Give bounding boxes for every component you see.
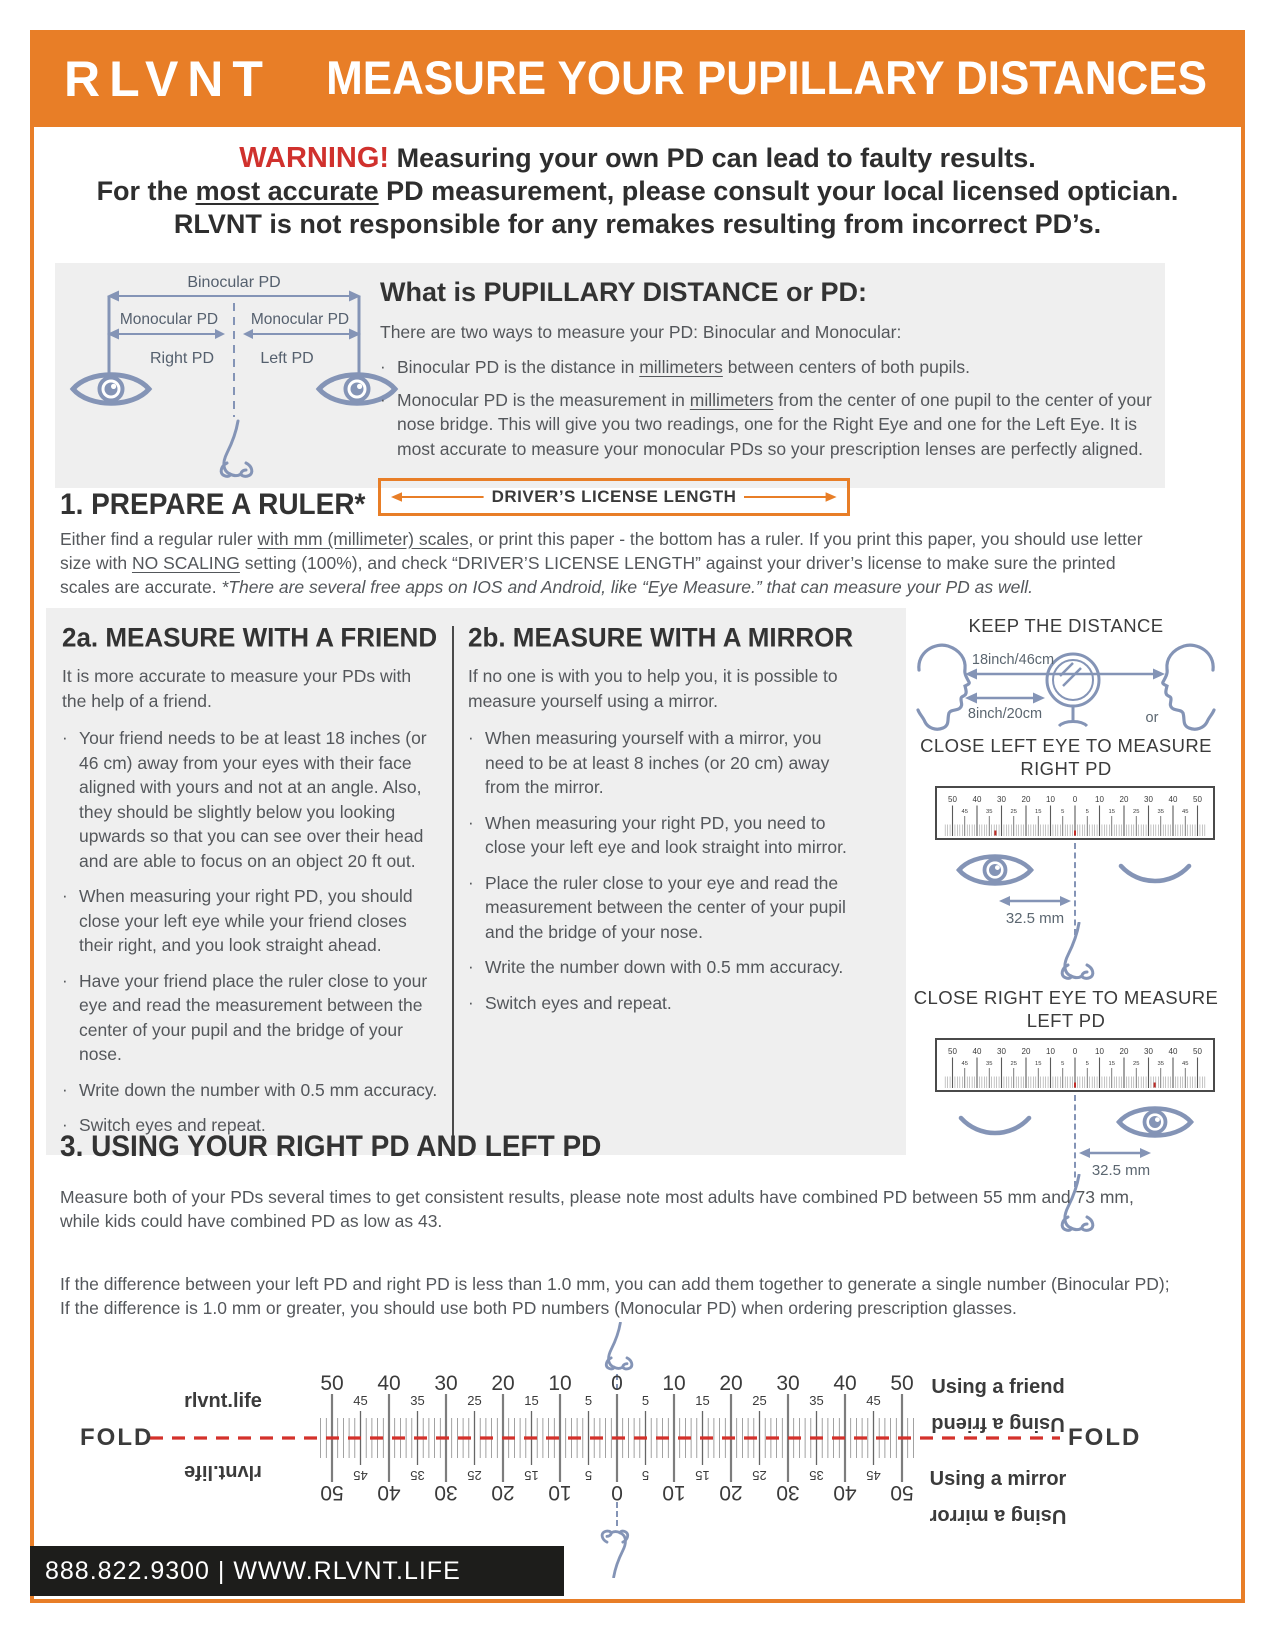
svg-text:0: 0 [1072,795,1078,804]
svg-text:45: 45 [961,809,968,815]
svg-text:5: 5 [641,1468,650,1483]
step2a-bullet: · Write down the number with 0.5 mm accuracy. [62,1079,438,1100]
distance-8in-label: 8inch/20cm [967,706,1043,722]
svg-text:25: 25 [1133,1061,1140,1067]
svg-text:15: 15 [1108,1061,1115,1067]
nose-icon [221,421,252,476]
svg-text:10: 10 [662,1481,686,1504]
svg-text:40: 40 [972,795,982,804]
svg-text:10: 10 [1046,1047,1055,1056]
step2a-heading: 2a. MEASURE WITH A FRIEND [62,622,438,653]
step2b-intro: If no one is with you to help you, it is possible to measure yourself using a mirror. [468,666,838,711]
svg-text:30: 30 [776,1481,800,1504]
warning-label: WARNING! [239,142,390,174]
center-dash-line [616,1502,618,1526]
svg-text:35: 35 [410,1393,425,1408]
svg-text:30: 30 [997,795,1006,804]
svg-text:35: 35 [809,1468,824,1483]
svg-text:20: 20 [491,1481,515,1504]
close-right-eye-heading: CLOSE RIGHT EYE TO MEASURE LEFT PD [913,987,1219,1031]
svg-text:0: 0 [611,1481,623,1504]
svg-text:35: 35 [809,1393,824,1408]
svg-text:20: 20 [719,1372,743,1395]
svg-text:25: 25 [467,1468,482,1483]
svg-text:30: 30 [1144,1047,1153,1056]
svg-text:15: 15 [1108,809,1115,815]
svg-text:40: 40 [1168,795,1178,804]
svg-text:40: 40 [377,1481,401,1504]
svg-text:5: 5 [1061,809,1065,815]
page-title: MEASURE YOUR PUPILLARY DISTANCES [326,51,1207,105]
printable-ruler-area [0,1320,1275,1582]
using-friend-label: Using a friend [931,1376,1065,1398]
step2a-bullet: · Switch eyes and repeat. [62,1115,266,1135]
monocular-pd-label-right: Monocular PD [250,311,350,328]
svg-text:30: 30 [434,1372,458,1395]
svg-text:30: 30 [434,1481,458,1504]
svg-text:40: 40 [972,1047,982,1056]
svg-text:10: 10 [1046,795,1055,804]
measure-methods-section [46,608,906,1155]
step2b-bullet: · When measuring yourself with a mirror, you need to be at least 8 inches (or 20 cm) away from the mirror. [468,728,830,797]
nose-icon-flipped [597,1528,637,1578]
svg-text:15: 15 [1035,1061,1042,1067]
step2b-heading: 2b. MEASURE WITH A MIRROR [468,622,854,653]
left-pd-label: Left PD [260,350,314,367]
step2b-bullet: · Switch eyes and repeat. [468,992,672,1013]
what-is-bullet-monocular: · Monocular PD is the measurement in millimeters from the center of one pupil to the center of your nose bridge. This will give you two readings, one for the Right Eye and one for the Left Eye. It is most accurate to measure your monocular PDs so your prescription lenses are perfectly aligned. [380,390,1152,459]
mirror-icon [1047,654,1099,726]
step2a-bullet: · Have your friend place the ruler close to your eye and read the measurement between the center of your pupil and the bridge of your nose. [62,970,428,1064]
step3-paragraph-1: Measure both of your PDs several times to get consistent results, please note most adults have combined PD between 55 mm and 73 mm, while kids could have combined PD as low as 43. [60,1187,1134,1232]
warning-line-2: For the most accurate PD measurement, please consult your local licensed optician. [96,176,1179,206]
svg-text:15: 15 [1035,809,1042,815]
svg-text:10: 10 [548,1481,572,1504]
svg-text:45: 45 [866,1468,881,1483]
svg-text:20: 20 [719,1481,743,1504]
arrow-left-icon [391,490,484,504]
svg-text:50: 50 [1193,795,1202,804]
svg-text:5: 5 [1061,1061,1065,1067]
svg-text:30: 30 [997,1047,1006,1056]
monocular-pd-label-left: Monocular PD [119,311,219,328]
binocular-pd-label: Binocular PD [187,274,281,291]
fold-label-right: FOLD [1068,1424,1142,1451]
or-label: or [1145,710,1159,726]
step2a-bullet: · Your friend needs to be at least 18 inches (or 46 cm) away from your eyes with their face aligned with yours and not at an angle. Also, they should be slightly below you looking upwards so that you can see over their head and are able to focus on an object 20 ft out. [62,728,427,871]
using-friend-label-flipped: Using a friend [931,1413,1065,1435]
svg-text:0: 0 [1072,1047,1078,1056]
closed-eye-icon [1117,862,1193,888]
svg-text:15: 15 [524,1468,539,1483]
svg-text:50: 50 [948,1047,957,1056]
pd-diagram [69,271,399,481]
svg-text:50: 50 [890,1372,914,1395]
step3-heading: 3. USING YOUR RIGHT PD AND LEFT PD [60,1130,602,1163]
svg-text:10: 10 [548,1372,572,1395]
closed-eye-icon [957,1114,1033,1140]
svg-text:50: 50 [948,795,957,804]
warning-line-3: RLVNT is not responsible for any remakes resulting from incorrect PD’s. [173,209,1102,239]
svg-text:40: 40 [377,1372,401,1395]
svg-text:10: 10 [1095,795,1104,804]
what-is-intro: There are two ways to measure your PD: Binocular and Monocular: [380,322,902,342]
measurement-label: 32.5 mm [1005,910,1065,927]
svg-text:35: 35 [1157,1061,1164,1067]
rlvnt-logo: RLVNT [64,50,272,107]
svg-text:45: 45 [353,1393,368,1408]
site-label: rlvnt.life [184,1390,262,1412]
face-profile-icon [1163,645,1214,729]
svg-text:20: 20 [491,1372,515,1395]
svg-text:50: 50 [320,1372,344,1395]
what-is-heading: What is PUPILLARY DISTANCE or PD: [380,277,868,307]
svg-text:30: 30 [776,1372,800,1395]
nose-icon [1052,922,1098,982]
warning-line-1: WARNING! Measuring your own PD can lead to faulty results. [239,142,1036,174]
keep-distance-diagram [905,640,1227,732]
measure-with-friend-column [62,622,440,1155]
svg-text:25: 25 [1010,809,1017,815]
step2a-intro: It is more accurate to measure your PDs with the help of a friend. [62,666,412,711]
face-profile-icon [918,645,969,729]
instruction-diagrams-column [905,608,1227,1228]
step1-paragraph: Either find a regular ruler with mm (millimeter) scales, or print this paper - the bottom has a ruler. If you print this paper, you should use letter size with NO SCALING setting (100%), and check “DRIVER’S LICENSE LENGTH” against your driver’s license to make sure the printed scales are accurate. *There are several free apps on IOS and Android, like “Eye Measure.” that can measure your PD as well. [60,529,1143,598]
svg-text:15: 15 [695,1393,710,1408]
using-mirror-label-flipped: Using a mirror [929,1505,1067,1527]
eye-icon [73,375,149,404]
svg-text:0: 0 [611,1372,623,1395]
measure-arrow-icon [1077,1146,1153,1160]
measure-with-mirror-column [468,622,860,1155]
svg-text:20: 20 [1119,1047,1129,1056]
svg-text:25: 25 [1010,1061,1017,1067]
svg-text:50: 50 [320,1481,344,1504]
svg-text:40: 40 [833,1481,857,1504]
right-pd-measure-diagram [905,786,1227,982]
svg-text:40: 40 [833,1372,857,1395]
svg-text:50: 50 [1193,1047,1202,1056]
step2a-bullet: · When measuring your right PD, you should close your left eye while your friend closes their right, and you look straight ahead. [62,886,413,955]
svg-text:5: 5 [584,1468,593,1483]
right-pd-label: Right PD [149,350,215,367]
svg-text:35: 35 [986,809,993,815]
footer-bar [30,1546,564,1596]
distance-18in-label: 18inch/46cm [971,652,1055,668]
step2b-bullet: · When measuring your right PD, you need to close your left eye and look straight into mirror. [468,812,847,857]
svg-text:25: 25 [467,1393,482,1408]
measurement-label: 32.5 mm [1091,1162,1151,1179]
svg-text:10: 10 [662,1372,686,1395]
svg-text:25: 25 [752,1468,767,1483]
site-label-flipped: rlvnt.life [184,1461,262,1483]
svg-text:25: 25 [752,1393,767,1408]
close-left-eye-heading: CLOSE LEFT EYE TO MEASURE RIGHT PD [920,735,1212,779]
svg-text:50: 50 [890,1481,914,1504]
step2b-bullet: · Write the number down with 0.5 mm accuracy. [468,957,844,977]
svg-text:35: 35 [410,1468,425,1483]
arrow-right-icon [744,490,837,504]
svg-text:25: 25 [1133,809,1140,815]
svg-text:5: 5 [641,1393,650,1408]
svg-text:45: 45 [353,1468,368,1483]
svg-text:45: 45 [1182,1061,1189,1067]
measure-arrow-icon [997,894,1073,908]
what-is-pd-section [55,263,1165,488]
drivers-license-length-box [378,478,850,516]
svg-text:10: 10 [1095,1047,1104,1056]
open-eye-icon [1115,1100,1195,1144]
using-mirror-label: Using a mirror [929,1468,1067,1490]
svg-text:20: 20 [1119,795,1129,804]
svg-text:40: 40 [1168,1047,1178,1056]
step1-heading: 1. PREPARE A RULER* [60,488,366,521]
keep-distance-heading: KEEP THE DISTANCE [968,615,1164,636]
svg-text:20: 20 [1021,1047,1031,1056]
svg-text:5: 5 [1085,1061,1089,1067]
svg-text:15: 15 [524,1393,539,1408]
svg-text:5: 5 [1085,809,1089,815]
svg-text:20: 20 [1021,795,1031,804]
drivers-license-length-label: DRIVER’S LICENSE LENGTH [491,487,737,506]
svg-text:45: 45 [1182,809,1189,815]
column-divider [452,626,454,1137]
svg-text:5: 5 [584,1393,593,1408]
header-band [30,30,1245,127]
fold-label-left: FOLD [80,1424,154,1451]
warning-block [46,142,1229,241]
svg-text:30: 30 [1144,795,1153,804]
svg-text:45: 45 [866,1393,881,1408]
open-eye-icon [955,848,1035,892]
what-is-bullet-binocular: · Binocular PD is the distance in millimeters between centers of both pupils. [380,357,970,378]
mini-ruler [935,786,1215,840]
step2b-bullet: · Place the ruler close to your eye and read the measurement between the center of your pupil and the bridge of your nose. [468,872,846,942]
svg-text:15: 15 [695,1468,710,1483]
svg-text:35: 35 [986,1061,993,1067]
step3-paragraph-2: If the difference between your left PD and right PD is less than 1.0 mm, you can add them together to generate a single number (Binocular PD); If the difference is 1.0 mm or greater, you should use both PD numbers (Monocular PD) when ordering prescription glasses. [60,1274,1170,1319]
mini-ruler [935,1038,1215,1092]
svg-text:35: 35 [1157,809,1164,815]
footer-contact: 888.822.9300 | WWW.RLVNT.LIFE [45,1556,461,1585]
svg-text:45: 45 [961,1061,968,1067]
